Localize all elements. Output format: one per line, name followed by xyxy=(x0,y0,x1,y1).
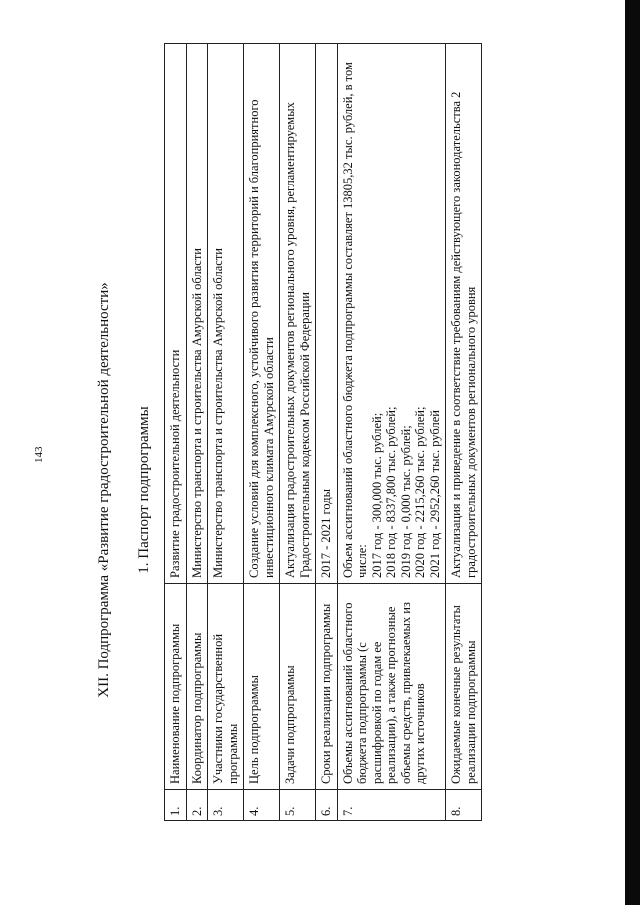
row-name: Наименование подпрограммы xyxy=(165,584,187,790)
row-number: 6. xyxy=(316,790,338,821)
row-name: Сроки реализации подпрограммы xyxy=(316,584,338,790)
row-number: 2. xyxy=(186,790,208,821)
value-line: Создание условий для комплексного, устойчивого развития территорий и благоприятного инвестиционного климата Амурской области xyxy=(247,99,276,578)
row-name: Ожидаемые конечные результаты реализации подпрограммы xyxy=(446,584,482,790)
row-number: 3. xyxy=(208,790,244,821)
table-row xyxy=(316,44,338,821)
row-value xyxy=(337,44,446,584)
row-value xyxy=(280,44,316,584)
table-row xyxy=(280,44,316,821)
value-line: 2017 - 2021 годы xyxy=(319,488,333,578)
row-name: Задачи подпрограммы xyxy=(280,584,316,790)
row-number: 7. xyxy=(337,790,446,821)
row-value xyxy=(186,44,208,584)
value-line: Актуализация градостроительных документов регионального уровня, регламентируемых Градостроительным кодексом Российской Федерации xyxy=(283,102,312,578)
value-line: 2017 год - 300,000 тыс. рублей; xyxy=(369,412,384,578)
row-value xyxy=(208,44,244,584)
table-row xyxy=(165,44,187,821)
table-row xyxy=(208,44,244,821)
passport-table xyxy=(164,43,482,821)
value-line: 2021 год - 2952,260 тыс. рублей xyxy=(427,410,442,578)
table-row xyxy=(337,44,446,821)
value-line: 2019 год - 0,000 тыс. рублей; xyxy=(398,425,413,578)
row-value xyxy=(165,44,187,584)
value-line: Развитие градостроительной деятельности xyxy=(168,349,182,578)
value-line: Объем ассигнований областного бюджета подпрограммы составляет 13805,32 тыс. рублей, в том числе: xyxy=(340,62,369,578)
value-line: Министерство транспорта и строительства Амурской области xyxy=(189,248,204,578)
row-value xyxy=(446,44,482,584)
page-number: 143 xyxy=(33,446,45,463)
value-line: Министерство транспорта и строительства Амурской области xyxy=(211,248,225,578)
table-row xyxy=(244,44,280,821)
table-row xyxy=(446,44,482,821)
row-number: 1. xyxy=(165,790,187,821)
row-number: 4. xyxy=(244,790,280,821)
row-name: Координатор подпрограммы xyxy=(186,584,208,790)
row-number: 8. xyxy=(446,790,482,821)
row-name: Участники государственной программы xyxy=(208,584,244,790)
row-value xyxy=(244,44,280,584)
value-line: 2020 год - 2215,260 тыс. рублей; xyxy=(413,406,427,578)
value-line: Актуализация и приведение в соответствие требованиям действующего законодательства 2 градостроительных документов регионального уровня xyxy=(449,91,478,578)
row-number: 5. xyxy=(280,790,316,821)
row-value xyxy=(316,44,338,584)
passport-title: 1. Паспорт подпрограммы xyxy=(136,406,152,574)
row-name: Объемы ассигнований областного бюджета подпрограммы (с расшифровкой по годам ее реализации), а также прогнозные объемы средств, привлекаемых из других источников xyxy=(337,584,446,790)
row-name: Цель подпрограммы xyxy=(244,584,280,790)
scan-edge-bar xyxy=(625,0,640,905)
table-row xyxy=(186,44,208,821)
section-title: XII. Подпрограмма «Развитие градостроительной деятельности» xyxy=(96,282,112,698)
value-line: 2018 год - 8337,800 тыс. рублей; xyxy=(384,406,398,578)
